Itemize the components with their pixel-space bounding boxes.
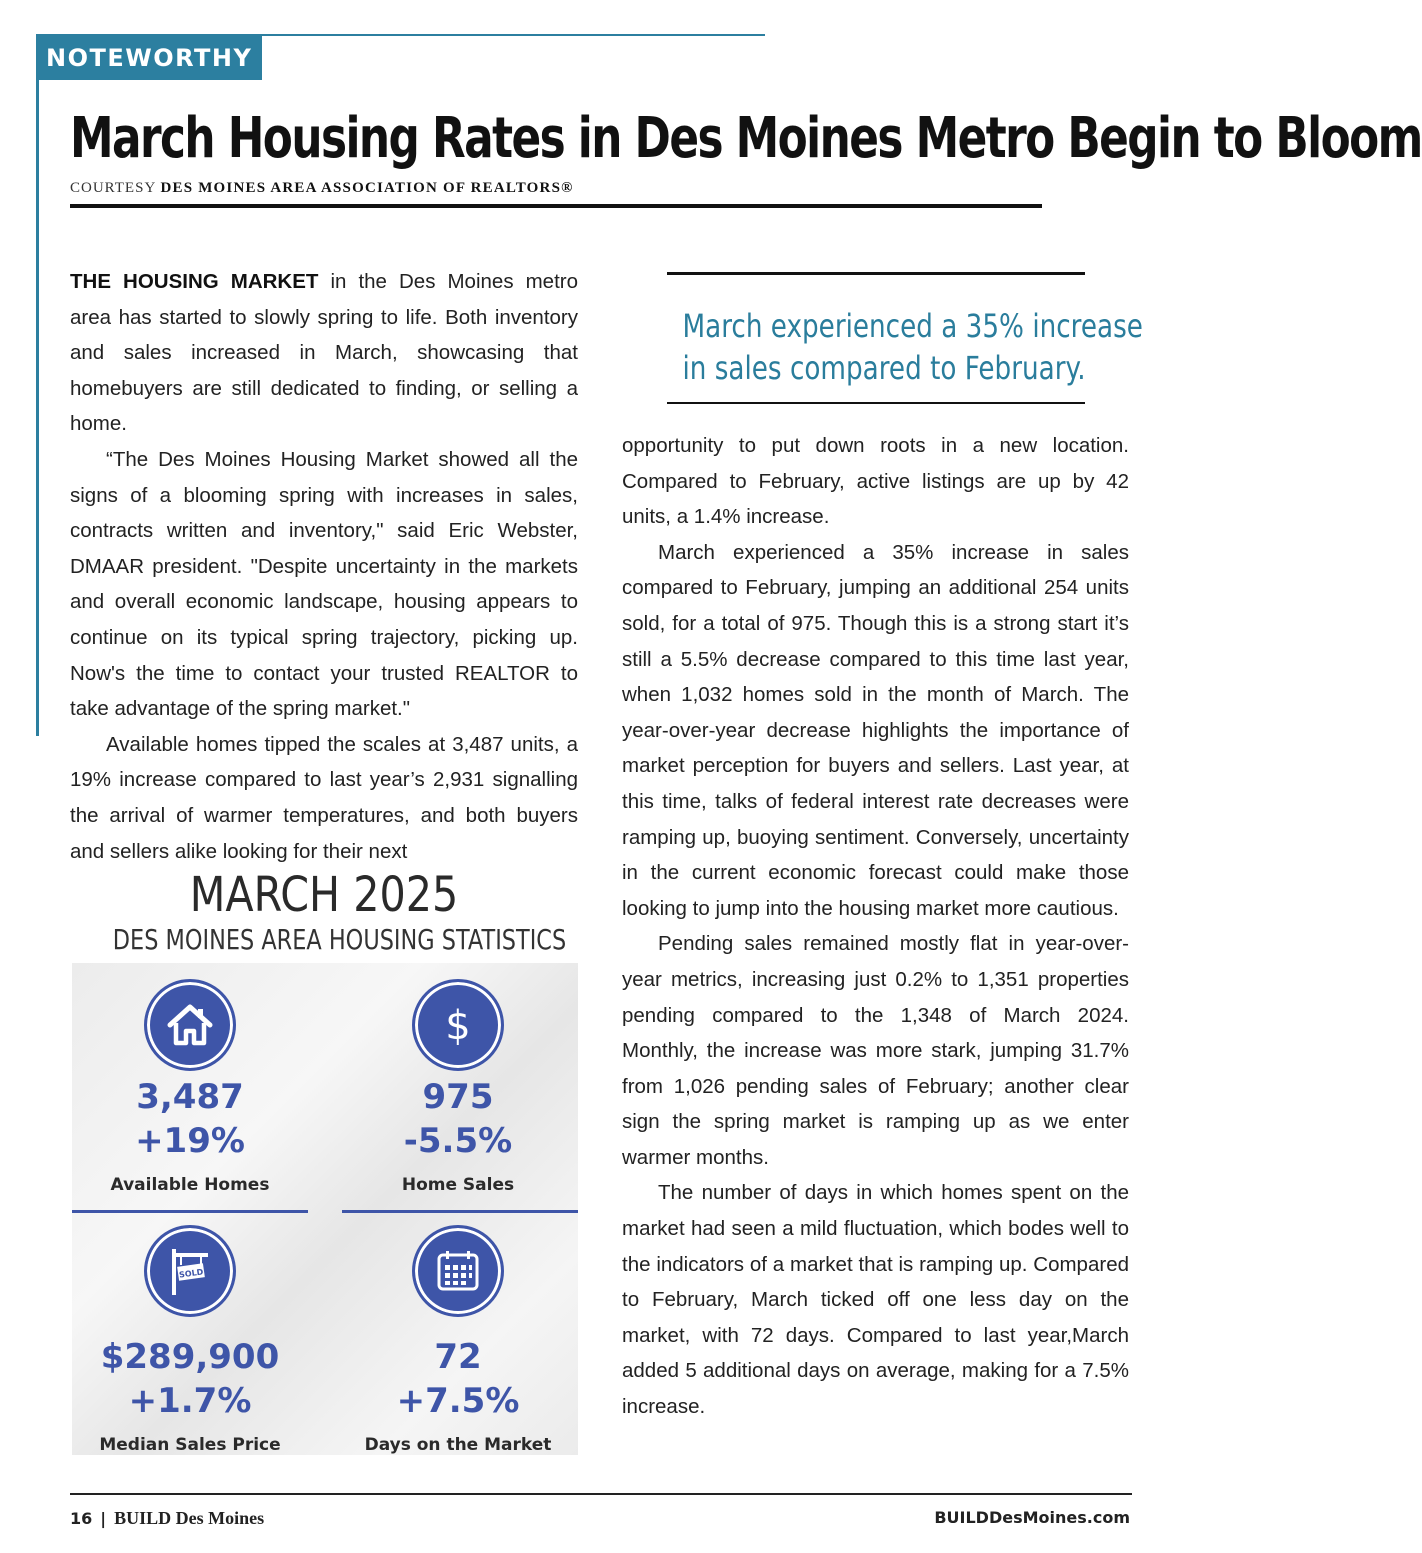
- svg-text:$: $: [445, 1003, 471, 1049]
- stat-label: Home Sales: [401, 1175, 515, 1195]
- stat-value: 72: [434, 1337, 482, 1377]
- headline-rule: [70, 204, 1042, 208]
- pull-quote: [682, 305, 1143, 389]
- stat-change: +7.5%: [396, 1381, 520, 1421]
- publication-name: BUILD Des Moines: [114, 1508, 265, 1528]
- footer-rule: [70, 1493, 1132, 1495]
- article-paragraph: Pending sales remained mostly flat in year-over-year metrics, increasing just 0.2% to 1,351 properties pending compared to the 1,348 of March 2024. Monthly, the increase was more stark, jumping 31.7% from 1,026 pending sales of February; another clear sign the spring market is ramping up as we enter warmer months.: [622, 932, 1129, 1169]
- footer-left: [70, 1508, 264, 1529]
- byline-prefix: COURTESY: [70, 180, 156, 196]
- stat-days-on-market: [338, 1225, 578, 1457]
- article-column-left: [70, 264, 578, 869]
- stat-divider: [342, 1210, 578, 1213]
- stat-value: 975: [422, 1077, 494, 1117]
- dollar-icon: [412, 979, 504, 1071]
- stat-divider: [72, 1210, 308, 1213]
- pull-quote-line: March experienced a 35% increase: [682, 307, 1143, 345]
- infographic-title: MARCH 2025: [189, 867, 459, 923]
- side-rule: [36, 34, 39, 736]
- stat-label: Available Homes: [110, 1175, 270, 1195]
- stat-label: Median Sales Price: [99, 1435, 281, 1455]
- stat-value: 3,487: [136, 1077, 244, 1117]
- headline: March Housing Rates in Des Moines Metro Begin to Bloom: [70, 106, 1422, 171]
- pull-quote-rule-top: [667, 272, 1085, 275]
- stat-value: $289,900: [100, 1337, 280, 1377]
- pull-quote-line: in sales compared to February.: [682, 349, 1086, 387]
- stat-change: +19%: [135, 1121, 245, 1161]
- footer-separator: |: [100, 1509, 107, 1528]
- house-icon: [144, 979, 236, 1071]
- byline-source: DES MOINES AREA ASSOCIATION OF REALTORS®: [160, 180, 574, 196]
- stat-available-homes: [70, 979, 310, 1197]
- section-tag: NOTEWORTHY: [36, 36, 262, 80]
- infographic-subtitle: DES MOINES AREA HOUSING STATISTICS: [112, 923, 567, 956]
- article-paragraph: “The Des Moines Housing Market showed all the signs of a blooming spring with increases in sales, contracts written and inventory," said Eric Webster, DMAAR president. "Despite uncertainty in the markets and overall economic landscape, housing appears to continue on its typical spring trajectory, picking up. Now's the time to contact your trusted REALTOR to take advantage of the spring market.": [70, 447, 578, 721]
- stat-median-price: [70, 1225, 310, 1457]
- article-paragraph: The number of days in which homes spent on the market had seen a mild fluctuation, which bodes well to the indicators of a market that is ramping up. Compared to February, March ticked off one less day on the market, with 72 days. Compared to last year,March added 5 additional days on average, making for a 7.5% increase.: [622, 1181, 1129, 1419]
- calendar-icon: [412, 1225, 504, 1317]
- paragraph-text: in the Des Moines metro area has started to slowly spring to life. Both inventory and sales increased in March, showcasing that homebuyers are still dedicated to finding, or selling a home.: [70, 270, 579, 436]
- page-number: 16: [70, 1509, 93, 1528]
- article-paragraph: [70, 264, 578, 442]
- pull-quote-rule-bottom: [667, 402, 1085, 404]
- article-paragraph: March experienced a 35% increase in sales compared to February, jumping an additional 254 units sold, for a total of 975. Though this is a strong start it’s still a 5.5% decrease compared to this time last year, when 1,032 homes sold in the month of March. The year-over-year decrease highlights the importance of market perception for buyers and sellers. Last year, at this time, talks of federal interest rate decreases were ramping up, buoying sentiment. Conversely, uncertainty in the current economic forecast could make those looking to jump into the housing market more cautious.: [622, 540, 1129, 920]
- stat-change: -5.5%: [403, 1121, 513, 1161]
- website-link[interactable]: BUILDDesMoines.com: [934, 1508, 1130, 1527]
- article-column-right: [622, 428, 1129, 1425]
- article-paragraph: Available homes tipped the scales at 3,487 units, a 19% increase compared to last year’s 2,931 signalling the arrival of warmer temperatures, and both buyers and sellers alike looking for their next: [70, 732, 578, 863]
- stat-change: +1.7%: [128, 1381, 252, 1421]
- sold-sign-icon: [144, 1225, 236, 1317]
- stat-home-sales: [338, 979, 578, 1197]
- stat-label: Days on the Market: [364, 1435, 552, 1455]
- lead-in: THE HOUSING MARKET: [70, 270, 319, 293]
- byline: [70, 180, 574, 197]
- sold-sign-text: SOLD: [178, 1267, 204, 1280]
- infographic-panel: [72, 963, 578, 1455]
- article-paragraph: opportunity to put down roots in a new location. Compared to February, active listings are up by 42 units, a 1.4% increase.: [622, 434, 1129, 529]
